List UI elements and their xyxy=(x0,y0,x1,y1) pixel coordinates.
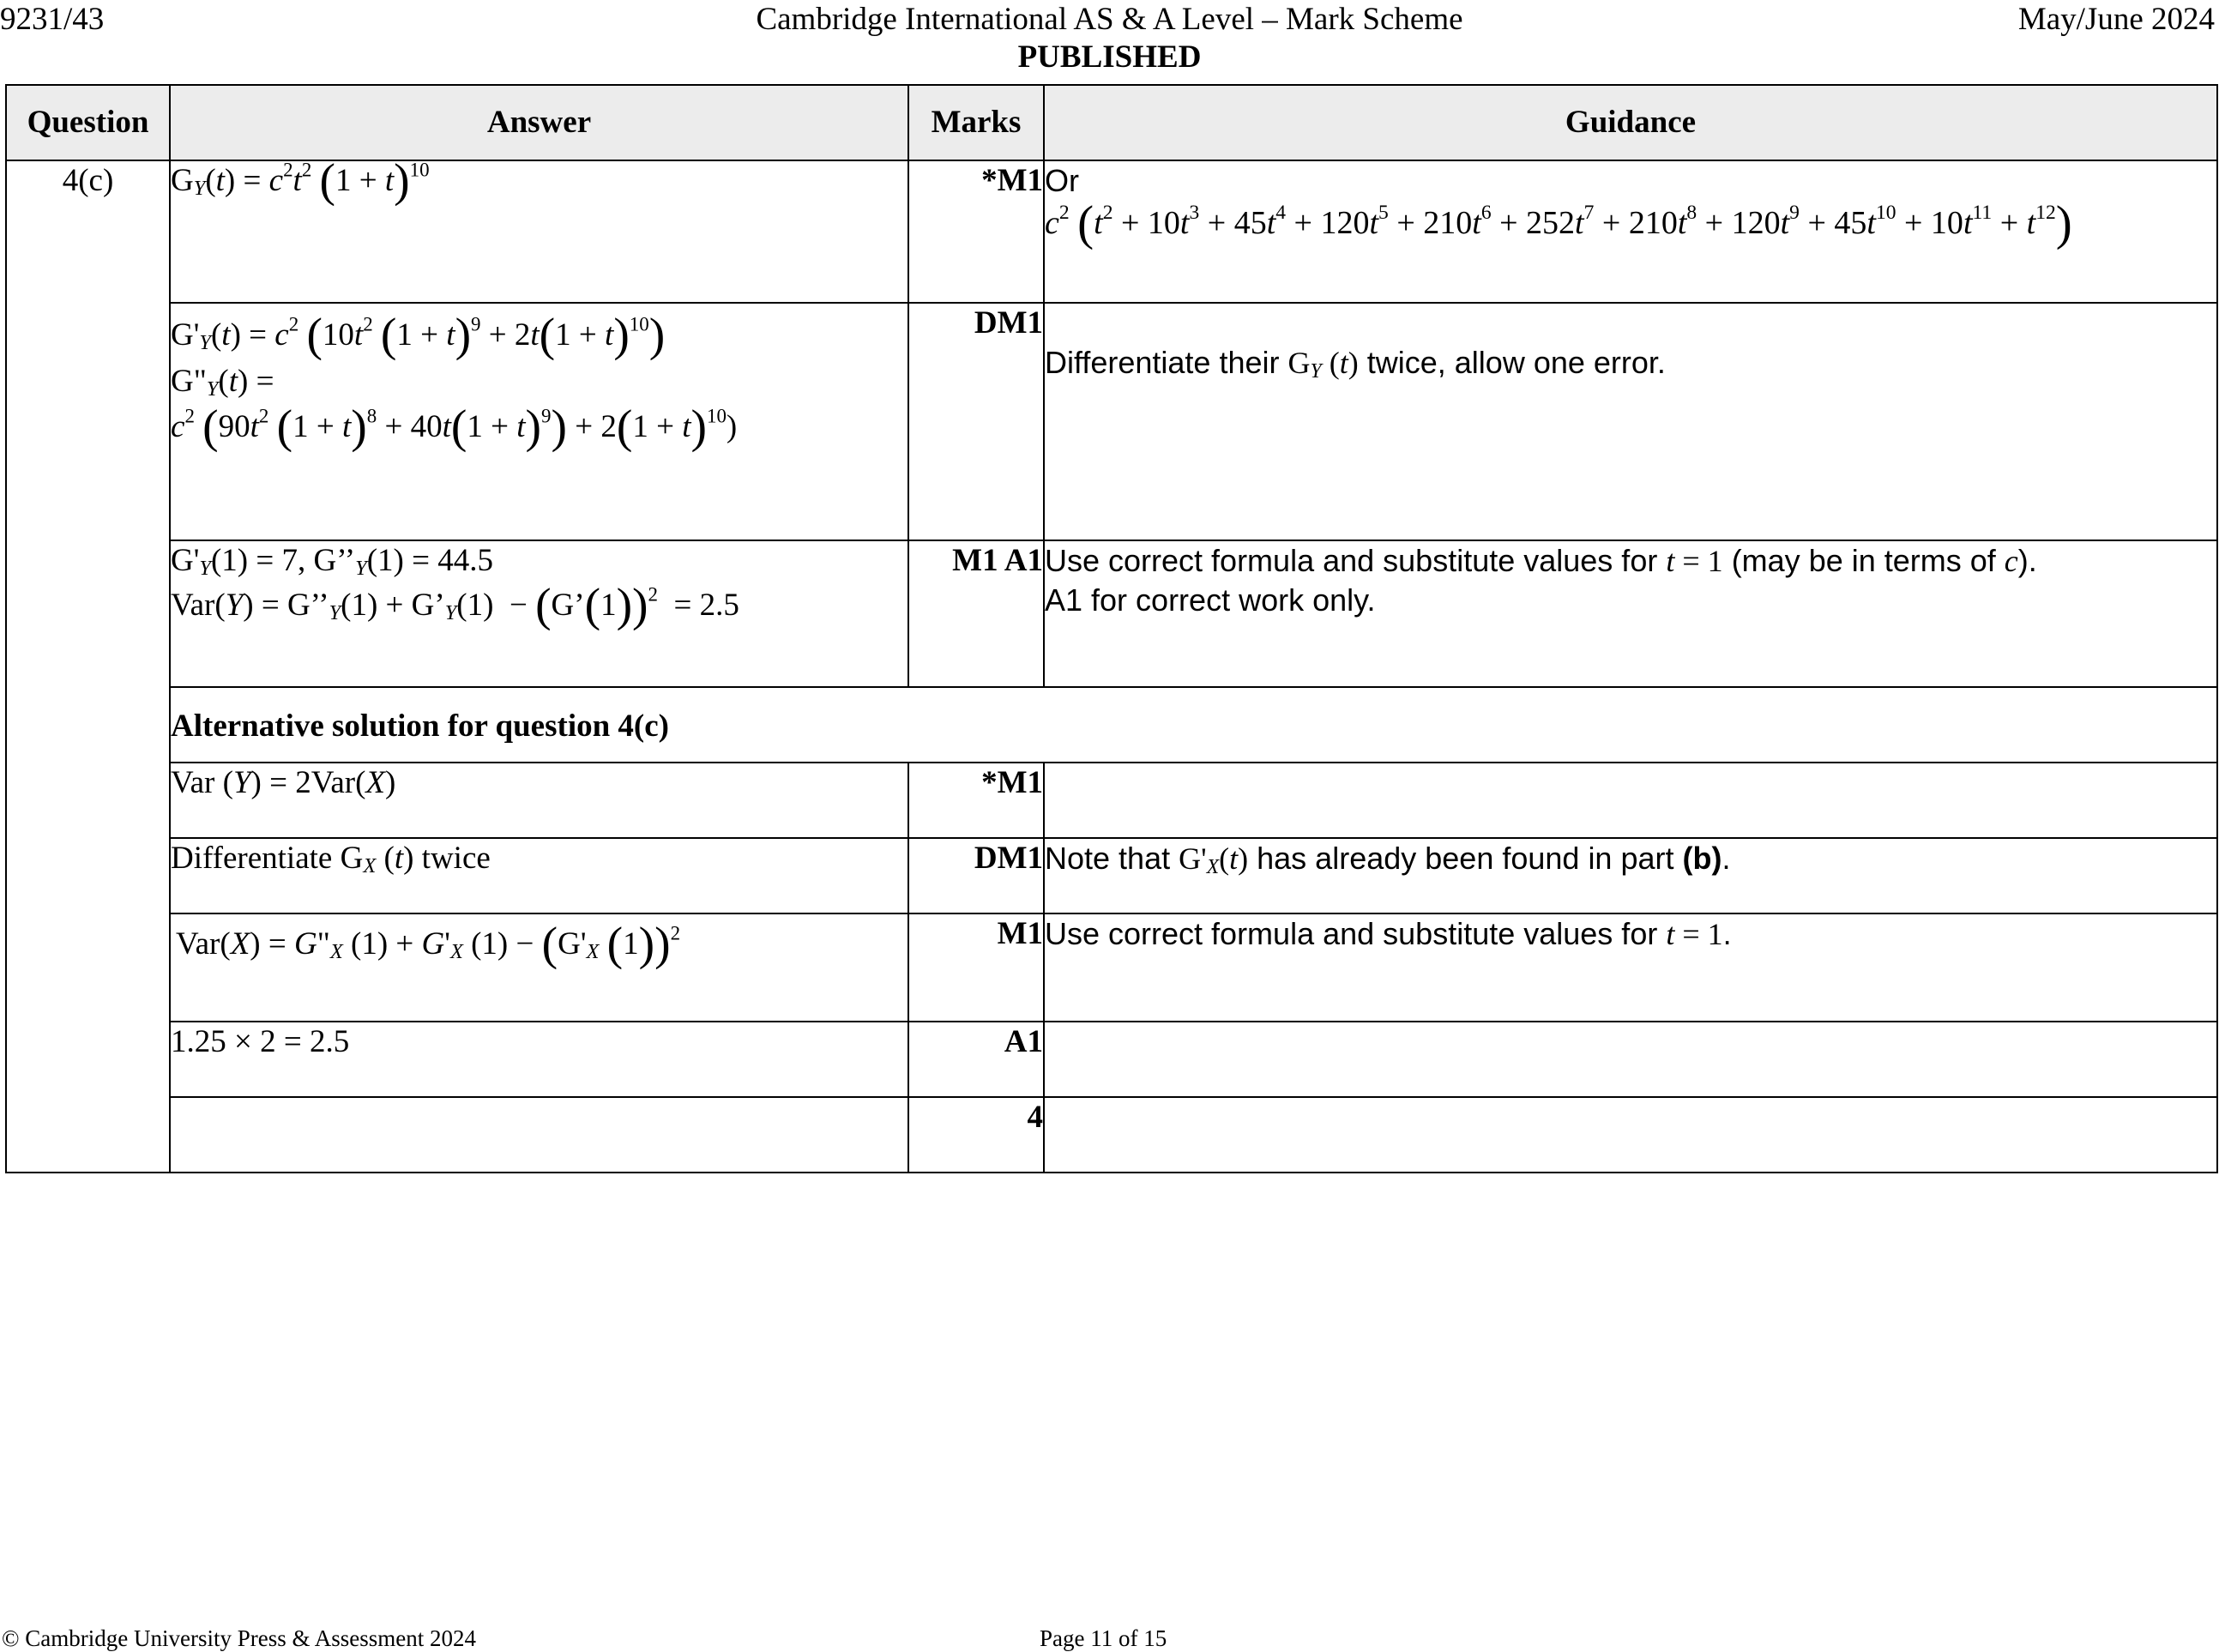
paper-code: 9231/43 xyxy=(0,2,105,37)
header-marks: Marks xyxy=(908,85,1044,160)
math-expression: $c^2$ $(t^2 + 10t^3 + 45t^4 + 120t^5 + 210t^6 + 252t^7 + 210t^8 + 120t^9 + 45t^{10} + 10t^{11} + t^{12})$ xyxy=(1045,196,2072,250)
answer-cell xyxy=(170,763,908,838)
page-number: Page 11 of 15 xyxy=(1040,1625,1167,1651)
copyright-notice: © Cambridge University Press & Assessment 2024 xyxy=(2,1625,476,1651)
guidance-text: Use correct formula and substitute values for t = 1 (may be in terms of c). xyxy=(1045,543,2037,578)
guidance-cell xyxy=(1044,303,2217,540)
header-question: Question xyxy=(6,85,170,160)
marks-cell: DM1 xyxy=(908,838,1044,913)
answer-cell xyxy=(170,303,908,540)
math-expression: $G_Y(t) = c^2t^2$ $(1 + t)^{10}$ xyxy=(171,154,430,208)
guidance-cell: Note that $G'_X(t)$ has already been found in part (b). xyxy=(1044,838,2217,913)
alternative-heading: Alternative solution for question 4(c) xyxy=(170,687,2217,763)
table-row xyxy=(6,913,2217,1022)
marks-cell: A1 xyxy=(908,1022,1044,1097)
math-expression: $G'_Y(1) = 7$, $G’’_Y(1) = 44.5$ xyxy=(171,543,493,580)
answer-cell xyxy=(170,154,908,303)
table-row xyxy=(6,1097,2217,1173)
answer-cell xyxy=(170,913,908,1022)
question-number: 4(c) xyxy=(6,160,170,1173)
answer-cell xyxy=(170,540,908,687)
guidance-text: A1 for correct work only. xyxy=(1045,582,1376,618)
marks-total: 4 xyxy=(908,1097,1044,1173)
math-expression: $Var(X) = G"_X$ $(1) + G'_X$ $(1) - (G'_X$ (1))$^2$ xyxy=(176,918,681,971)
table-row xyxy=(6,838,2217,913)
table-header-row xyxy=(6,85,2217,160)
table-row xyxy=(6,160,2217,303)
guidance-cell xyxy=(1044,1097,2217,1173)
document-title: Cambridge International AS & A Level – Mark Scheme xyxy=(756,2,1463,37)
guidance-cell xyxy=(1044,160,2217,303)
answer-cell xyxy=(170,1097,908,1173)
marks-cell: M1 xyxy=(908,913,1044,1022)
math-expression: $G'_Y(t) = c^2$ ($10t^2$ $(1 + t)^9 + 2t(1 + t)^{10}$) xyxy=(171,309,666,362)
answer-cell: 1.25 × 2 = 2.5 xyxy=(170,1022,908,1097)
table-row xyxy=(6,687,2217,763)
math-expression: $G"_Y(t)$ = xyxy=(171,364,274,401)
guidance-cell xyxy=(1044,1022,2217,1097)
guidance-cell xyxy=(1044,763,2217,838)
guidance-text: Differentiate their $G_Y$ (t) twice, allow one error. xyxy=(1045,345,1666,383)
guidance-cell xyxy=(1044,540,2217,687)
published-label: PUBLISHED xyxy=(1017,39,1202,75)
marks-cell: *M1 xyxy=(908,160,1044,303)
table-row xyxy=(6,1022,2217,1097)
marks-cell: DM1 xyxy=(908,303,1044,540)
marks-cell: M1 A1 xyxy=(908,540,1044,687)
math-expression: Var (Y) = 2Var(X) xyxy=(171,765,396,800)
table-row xyxy=(6,303,2217,540)
exam-session: May/June 2024 xyxy=(2017,2,2215,37)
mark-scheme-table xyxy=(5,84,2218,1173)
guidance-text: Or xyxy=(1045,163,1079,198)
marks-cell: *M1 xyxy=(908,763,1044,838)
math-expression: $c^2$ ($90t^2$ $(1 + t)^8 + 40t(1 + t)^9) + 2(1 + t)^{10}$) xyxy=(171,401,738,454)
guidance-cell: Use correct formula and substitute values for t = 1. xyxy=(1044,913,2217,1022)
header-answer: Answer xyxy=(170,85,908,160)
table-row xyxy=(6,763,2217,838)
answer-cell: Differentiate $G_X$ (t) twice xyxy=(170,838,908,913)
math-expression: $Var(Y) = G’’_Y(1)$ + $G’_Y(1)$ − (G’(1))$^2$ = 2.5 xyxy=(171,579,739,632)
table-row xyxy=(6,540,2217,687)
header-guidance: Guidance xyxy=(1044,85,2217,160)
